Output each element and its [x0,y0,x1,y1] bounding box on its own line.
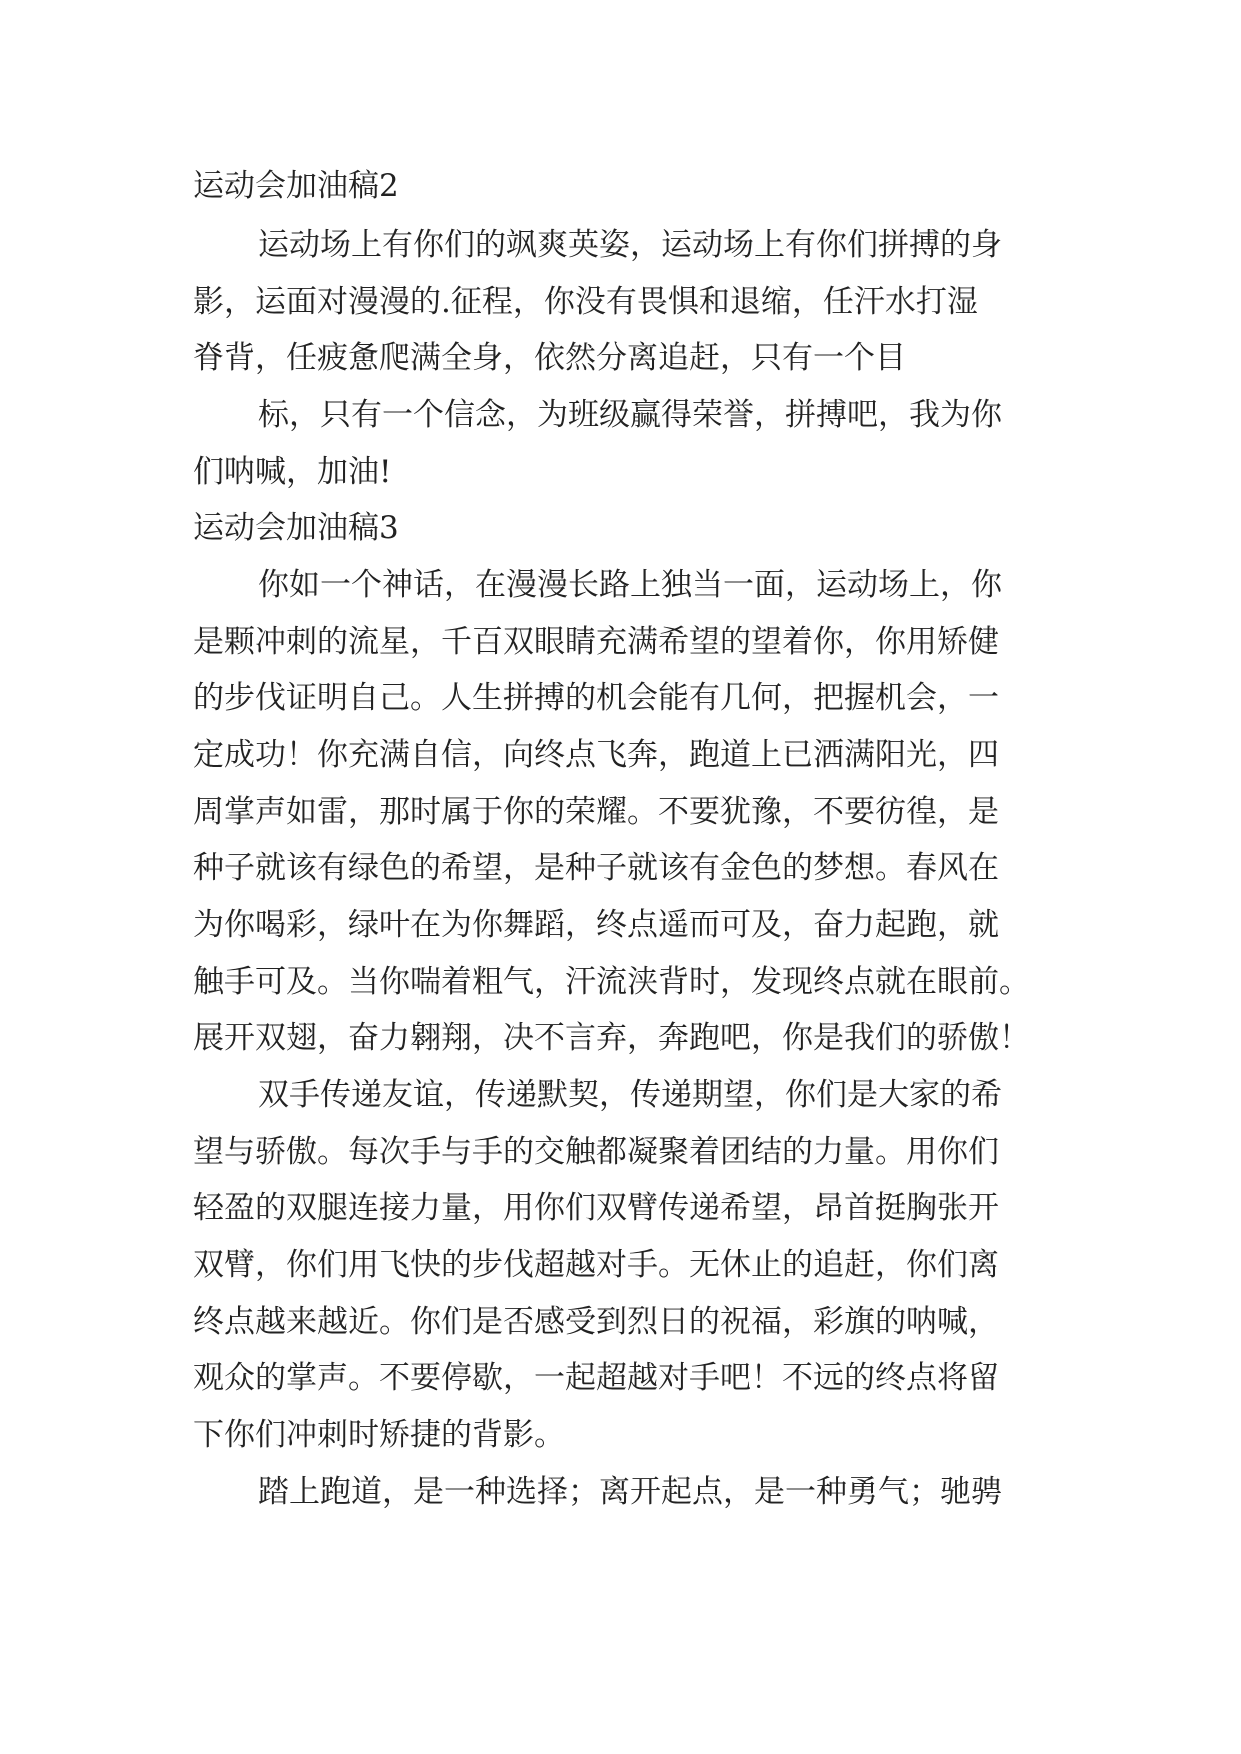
paragraph-line: 周掌声如雷，那时属于你的荣耀。不要犹豫，不要彷徨，是 [193,794,999,830]
paragraph-line: 的步伐证明自己。人生拼搏的机会能有几何，把握机会，一 [193,680,999,716]
paragraph-line: 展开双翅，奋力翱翔，决不言弃，奔跑吧，你是我们的骄傲！ [193,1020,1030,1056]
paragraph-line: 为你喝彩，绿叶在为你舞蹈，终点遥而可及，奋力起跑，就 [193,907,999,943]
section-heading: 运动会加油稿3 [193,510,399,546]
paragraph-line: 终点越来越近。你们是否感受到烈日的祝福，彩旗的呐喊， [193,1304,999,1340]
paragraph-line: 下你们冲刺时矫捷的背影。 [193,1417,565,1453]
paragraph-line: 定成功！你充满自信，向终点飞奔，跑道上已洒满阳光，四 [193,737,999,773]
paragraph-line: 影，运面对漫漫的.征程，你没有畏惧和退缩，任汗水打湿 [193,284,978,320]
paragraph-line: 双手传递友谊，传递默契，传递期望，你们是大家的希 [258,1077,1002,1113]
paragraph-line: 脊背，任疲惫爬满全身，依然分离追赶，只有一个目 [193,340,906,376]
paragraph-line: 轻盈的双腿连接力量，用你们双臂传递希望，昂首挺胸张开 [193,1190,999,1226]
section-heading: 运动会加油稿2 [193,168,399,204]
paragraph-line: 运动场上有你们的飒爽英姿，运动场上有你们拼搏的身 [258,227,1002,263]
paragraph-line: 标，只有一个信念，为班级赢得荣誉，拼搏吧，我为你 [258,397,1002,433]
paragraph-line: 双臂，你们用飞快的步伐超越对手。无休止的追赶，你们离 [193,1247,999,1283]
paragraph-line: 触手可及。当你喘着粗气，汗流浃背时，发现终点就在眼前。 [193,964,1030,1000]
paragraph-line: 望与骄傲。每次手与手的交触都凝聚着团结的力量。用你们 [193,1134,999,1170]
paragraph-line: 踏上跑道，是一种选择；离开起点，是一种勇气；驰骋 [258,1474,1002,1510]
paragraph-line: 们呐喊，加油! [193,454,392,490]
paragraph-line: 是颗冲刺的流星，千百双眼睛充满希望的望着你，你用矫健 [193,624,999,660]
paragraph-line: 种子就该有绿色的希望，是种子就该有金色的梦想。春风在 [193,850,999,886]
paragraph-line: 你如一个神话，在漫漫长路上独当一面，运动场上，你 [258,567,1002,603]
paragraph-line: 观众的掌声。不要停歇，一起超越对手吧！不远的终点将留 [193,1360,999,1396]
